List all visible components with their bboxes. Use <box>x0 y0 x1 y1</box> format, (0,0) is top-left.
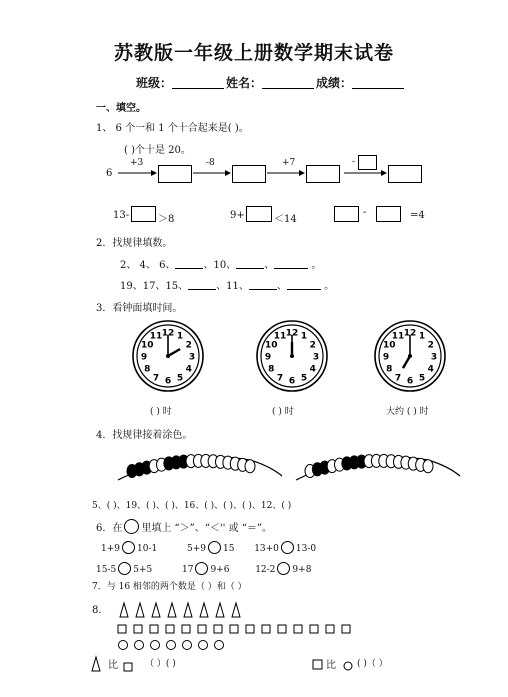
triangle-icon <box>200 603 208 617</box>
square-icon <box>214 625 222 633</box>
clock-numeral: 3 <box>312 352 320 363</box>
clock-numeral: 9 <box>264 352 272 363</box>
clock-label-2: ( ) 时 <box>272 407 294 417</box>
q6-title-pre: 6．在 <box>96 523 123 534</box>
square-icon <box>310 625 318 633</box>
cmp-c-mid: - <box>363 207 367 218</box>
clock-label-1: ( ) 时 <box>150 407 172 417</box>
q2-row1-end: 。 <box>311 260 322 271</box>
square-icon <box>278 625 286 633</box>
square-icon <box>294 625 302 633</box>
clock-numeral: 12 <box>285 328 299 339</box>
clock-label-3: 大约 ( ) 时 <box>386 407 429 417</box>
chain-op4: - <box>352 157 356 167</box>
chain-op2: -8 <box>206 158 215 168</box>
q2-row2-end: 。 <box>324 281 335 292</box>
clock-numeral: 10 <box>264 340 278 351</box>
clock-numeral: 7 <box>276 373 284 384</box>
q8-num: 8． <box>92 605 109 616</box>
clock-numeral: 1 <box>418 331 426 342</box>
score-label: 成绩： <box>316 76 353 90</box>
circle-shape-icon <box>344 662 352 670</box>
q6-expr: 17 <box>181 565 194 575</box>
clock-numeral: 3 <box>188 352 196 363</box>
triangle-icon <box>232 603 240 617</box>
circle-shape-icon <box>183 641 192 650</box>
q5-sequence: 5、( )、19、( )、( )、16、( )、( )、( )、12、( ) <box>92 501 292 511</box>
q3-title: 3．看钟面填时间。 <box>96 303 183 314</box>
square-icon <box>246 625 254 633</box>
q6-expr: 1+9 <box>101 544 120 554</box>
clock-numeral: 9 <box>382 352 390 363</box>
square-icon <box>313 660 322 669</box>
q4-title: 4．找规律接着涂色。 <box>96 430 193 441</box>
triangle-icon <box>92 657 100 671</box>
clock-numeral: 2 <box>309 340 316 351</box>
clock-numeral: 11 <box>273 331 287 342</box>
clock-numeral: 10 <box>382 340 396 351</box>
clock-numeral: 6 <box>288 376 296 387</box>
q8-cmp1-mid: 比 <box>108 660 118 671</box>
name-label: 姓名： <box>226 76 263 90</box>
square-icon <box>262 625 270 633</box>
clock-numeral: 8 <box>144 364 151 375</box>
q6-expr: 5+5 <box>133 565 153 575</box>
clock-numeral: 2 <box>427 340 434 351</box>
square-icon <box>230 625 238 633</box>
clock-numeral: 12 <box>403 328 417 339</box>
clock-numeral: 4 <box>309 364 316 375</box>
square-icon <box>342 625 350 633</box>
q1-line1: 1、 6 个一和 1 个十合起来是( )。 <box>96 123 249 134</box>
page-title: 苏教版一年级上册数学期末试卷 <box>113 42 394 64</box>
clock-numeral: 6 <box>406 376 414 387</box>
q2-title: 2．找规律填数。 <box>96 238 173 249</box>
clock-numeral: 4 <box>185 364 192 375</box>
q2-row1-start: 2、 4、 6、 <box>120 260 176 271</box>
square-icon <box>198 625 206 633</box>
square-icon <box>118 625 126 633</box>
clock-numeral: 1 <box>300 331 308 342</box>
cmp-b-post: ＜14 <box>274 214 297 225</box>
chain-start: 6 <box>106 168 113 179</box>
section-fill-blank: 一、填空。 <box>96 103 146 114</box>
clock-numeral: 10 <box>140 340 154 351</box>
clock-numeral: 7 <box>152 373 160 384</box>
q6-expr: 5+9 <box>186 544 206 554</box>
clock-numeral: 2 <box>185 340 192 351</box>
square-icon <box>124 663 132 671</box>
square-icon <box>134 625 142 633</box>
circle-shape-icon <box>167 641 176 650</box>
triangle-icon <box>152 603 160 617</box>
square-icon <box>182 625 190 633</box>
clock-numeral: 9 <box>140 352 148 363</box>
circle-shape-icon <box>215 641 224 650</box>
q6-expr: 15-5 <box>96 565 117 575</box>
q2-row2-start: 19、17、15、 <box>120 281 189 292</box>
clock-numeral: 5 <box>300 373 308 384</box>
circle-shape-icon <box>119 641 128 650</box>
q6-expr: 9+6 <box>210 565 230 575</box>
q1-line2: ( )个十是 20。 <box>124 145 191 156</box>
clock-numeral: 5 <box>176 373 184 384</box>
q2-row2-mid: 、11、 <box>216 281 249 292</box>
triangle-icon <box>136 603 144 617</box>
clock-numeral: 11 <box>391 331 405 342</box>
q6-expr: 9+8 <box>292 565 312 575</box>
q7-text: 7．与 16 相邻的两个数是（ ）和（ ） <box>92 582 247 592</box>
q2-row1-sep: 、 <box>264 260 275 271</box>
q8-cmp2-mid: 比 <box>326 660 336 671</box>
q6-expr: 10-1 <box>137 544 158 554</box>
q6-title-post: 里填上 “＞”、“＜'' 或 “＝”。 <box>141 523 272 534</box>
q6-expr: 13+0 <box>254 544 279 554</box>
cmp-b-pre: 9+ <box>230 210 245 221</box>
clock-numeral: 3 <box>430 352 438 363</box>
circle-shape-icon <box>135 641 144 650</box>
cmp-a-pre: 13- <box>113 210 130 221</box>
class-label: 班级： <box>136 76 173 90</box>
triangle-icon <box>184 603 192 617</box>
triangle-icon <box>120 603 128 617</box>
q6-expr: 12-2 <box>255 565 276 575</box>
q8-cmp1-tail: （ ）( ) <box>145 659 176 669</box>
clock-numeral: 12 <box>161 328 175 339</box>
circle-shape-icon <box>151 641 160 650</box>
clock-numeral: 5 <box>418 373 426 384</box>
q8-cmp2-tail: ( )（ ） <box>357 659 388 669</box>
triangle-icon <box>216 603 224 617</box>
clock-numeral: 7 <box>394 373 402 384</box>
q2-row1-mid: 、10、 <box>203 260 237 271</box>
clock-numeral: 8 <box>268 364 275 375</box>
square-icon <box>166 625 174 633</box>
q6-expr: 13-0 <box>295 544 317 554</box>
chain-op3: +7 <box>282 158 296 168</box>
clock-numeral: 11 <box>149 331 163 342</box>
square-icon <box>326 625 334 633</box>
q6-expr: 15 <box>222 544 235 554</box>
circle-shape-icon <box>199 641 208 650</box>
square-icon <box>150 625 158 633</box>
triangle-icon <box>168 603 176 617</box>
chain-op1: +3 <box>130 158 144 168</box>
clock-numeral: 6 <box>164 376 172 387</box>
cmp-a-post: ＞8 <box>158 214 175 225</box>
q2-row2-sep: 、 <box>276 281 287 292</box>
clock-numeral: 1 <box>176 331 184 342</box>
cmp-c-post: =4 <box>410 210 425 221</box>
clock-numeral: 8 <box>386 364 393 375</box>
clock-numeral: 4 <box>427 364 434 375</box>
